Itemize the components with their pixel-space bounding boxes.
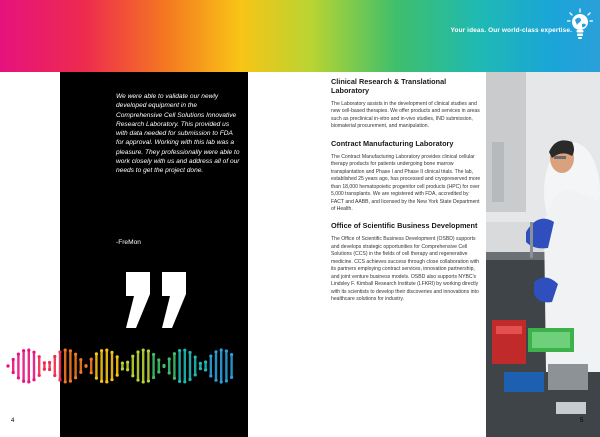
section-business-development	[331, 221, 481, 303]
tagline: Your ideas. Our world-class expertise.	[450, 27, 572, 34]
scientist-lab-photo	[486, 72, 600, 437]
rainbow-header-band	[0, 0, 600, 72]
section-contract-manufacturing	[331, 139, 481, 214]
section-clinical-research	[331, 77, 481, 131]
section-title: Clinical Research & Translational Laboratory	[331, 77, 447, 95]
dna-helix-decoration	[0, 340, 248, 392]
section-title: Office of Scientific Business Development	[331, 221, 478, 231]
testimonial-quote: We were able to validate our newly developed equipment in the Comprehensive Cell Solutions Innovative Research Laboratory. This provided us with data needed for submission to FDA for approval. Working with this lab was a pleasure. They professionally were able to work closely with us and address all of our needs to get the project done.	[116, 93, 240, 175]
section-body: The Office of Scientific Business Development (OSBD) supports and develops strategic opportunities for Comprehensive Cell Solutions (CCS) in the fields of cell therapy and regenerative medicine. CCS achieves success through close collaboration with its partners employing contract services, innovation partnership, and joint venture business models. OSBD also supports NYBC's Lindsley F. Kimball Research Institute (LFKRI) by working directly with its scientists to develop their discoveries and innovations into healthcare solutions for industry.	[331, 236, 480, 303]
section-body: The Laboratory assists in the development of clinical studies and new cell-based therapies. We offer products and services in areas such as preclinical in-vitro and in-vivo studies, IND submission, biomaterial procurement, and manipulation.	[331, 101, 480, 130]
section-body: The Contract Manufacturing Laboratory provides clinical cellular therapy products for patients undergoing bone marrow transplantation and Phase I and Phase II clinical trials. The lab, established 25 years ago, has processed and cryopreserved more than 18,000 hematopoietic progenitor cell products (HPC) for over 5,000 transplants. We are registered with FDA, accredited by FACT and AABB, and licensed by the New York State Department of Health.	[331, 153, 481, 212]
services-column	[331, 77, 481, 312]
page-number-right: 5	[580, 418, 584, 424]
lightbulb-globe-icon	[567, 8, 593, 42]
section-title: Contract Manufacturing Laboratory	[331, 138, 454, 148]
closing-quote-marks-icon	[122, 270, 192, 332]
page-number-left: 4	[11, 418, 15, 424]
testimonial-author: -FreMon	[116, 239, 141, 246]
